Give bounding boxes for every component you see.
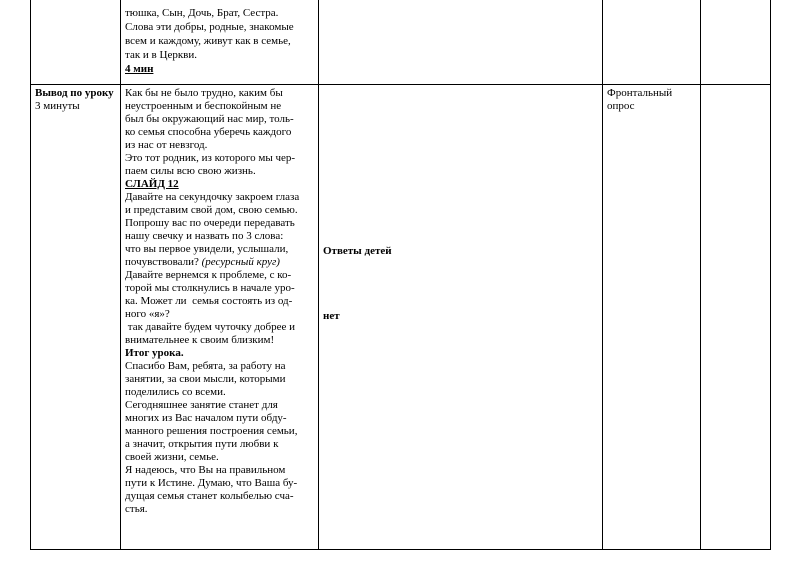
- text-line: торой мы столкнулись в начале уро-: [125, 282, 295, 294]
- method-cell: [602, 85, 700, 550]
- cell-text: [35, 87, 116, 113]
- student-activity-cell: [318, 85, 602, 550]
- text-line: Давайте вернемся к проблеме, с ко-: [125, 269, 292, 281]
- text-line: нашу свечку и назвать по 3 слова:: [125, 230, 284, 242]
- cell-text: [607, 87, 696, 113]
- text-line: Итог урока.: [125, 347, 184, 359]
- text-line: СЛАЙД 12: [125, 178, 179, 190]
- method-cell-empty: [602, 0, 700, 85]
- teacher-activity-cell: [120, 85, 318, 550]
- text-line: так давайте будем чуточку добрее и: [125, 321, 296, 333]
- no-answer-label: нет: [323, 310, 340, 322]
- text-line: стья.: [125, 503, 148, 515]
- text-line: поделились со всеми.: [125, 386, 226, 398]
- text-line: многих из Вас началом пути обду-: [125, 412, 287, 424]
- text-line: ка. Может ли семья состоять из од-: [125, 295, 293, 307]
- text-line: Вывод по уроку: [35, 87, 114, 99]
- text-line: Слова эти добры, родные, знакомые: [125, 21, 294, 33]
- text-line: своей жизни, семье.: [125, 451, 219, 463]
- stage-cell-empty: [30, 0, 120, 85]
- lesson-plan-table: [30, 0, 771, 550]
- text-line: всем и каждому, живут как в семье,: [125, 35, 291, 47]
- text-line: что вы первое увидели, услышали,: [125, 243, 289, 255]
- text-line: неустроенным и беспокойным не: [125, 100, 282, 112]
- text-line: Я надеюсь, что Вы на правильном: [125, 464, 286, 476]
- text-line: так и в Церкви.: [125, 49, 197, 61]
- text-line: 4 мин: [125, 63, 154, 75]
- text-line: 3 минуты: [35, 100, 80, 112]
- text-line: Спасибо Вам, ребята, за работу на: [125, 360, 286, 372]
- notes-cell-empty: [700, 85, 771, 550]
- text-line: и представим свой дом, свою семью.: [125, 204, 298, 216]
- text-line: Это тот родник, из которого мы чер-: [125, 152, 296, 164]
- table-row-conclusion: [30, 85, 771, 550]
- stage-cell: [30, 85, 120, 550]
- text-line: ко семья способна уберечь каждого: [125, 126, 292, 138]
- teacher-activity-cell: [120, 0, 318, 85]
- text-line: ного «я»?: [125, 308, 170, 320]
- text-line: а значит, открытия пути любви к: [125, 438, 279, 450]
- text-line: внимательнее к своим близким!: [125, 334, 275, 346]
- text-line: манного решения построения семьи,: [125, 425, 298, 437]
- text-line: паем силы всю свою жизнь.: [125, 165, 256, 177]
- text-line: Давайте на секундочку закроем глаза: [125, 191, 300, 203]
- cell-text: [125, 6, 314, 76]
- text-line: Сегодняшнее занятие станет для: [125, 399, 278, 411]
- table-row-continued: [30, 0, 771, 85]
- text-line: Как бы не было трудно, каким бы: [125, 87, 283, 99]
- text-line: пути к Истине. Думаю, что Ваша бу-: [125, 477, 298, 489]
- text-line: Фронтальный: [607, 87, 673, 99]
- text-line: дущая семья станет колыбелью сча-: [125, 490, 294, 502]
- text-line: Попрошу вас по очереди передавать: [125, 217, 295, 229]
- text-line: почувствовали? (ресурсный круг): [125, 256, 280, 268]
- text-line: тюшка, Сын, Дочь, Брат, Сестра.: [125, 7, 279, 19]
- text-line: из нас от невзгод.: [125, 139, 208, 151]
- cell-text: [125, 87, 314, 516]
- notes-cell-empty: [700, 0, 771, 85]
- text-line: занятии, за свои мысли, которыми: [125, 373, 286, 385]
- student-activity-cell-empty: [318, 0, 602, 85]
- children-answers-label: Ответы детей: [323, 245, 392, 257]
- text-line: был бы окружающий нас мир, толь-: [125, 113, 294, 125]
- text-line: опрос: [607, 100, 635, 112]
